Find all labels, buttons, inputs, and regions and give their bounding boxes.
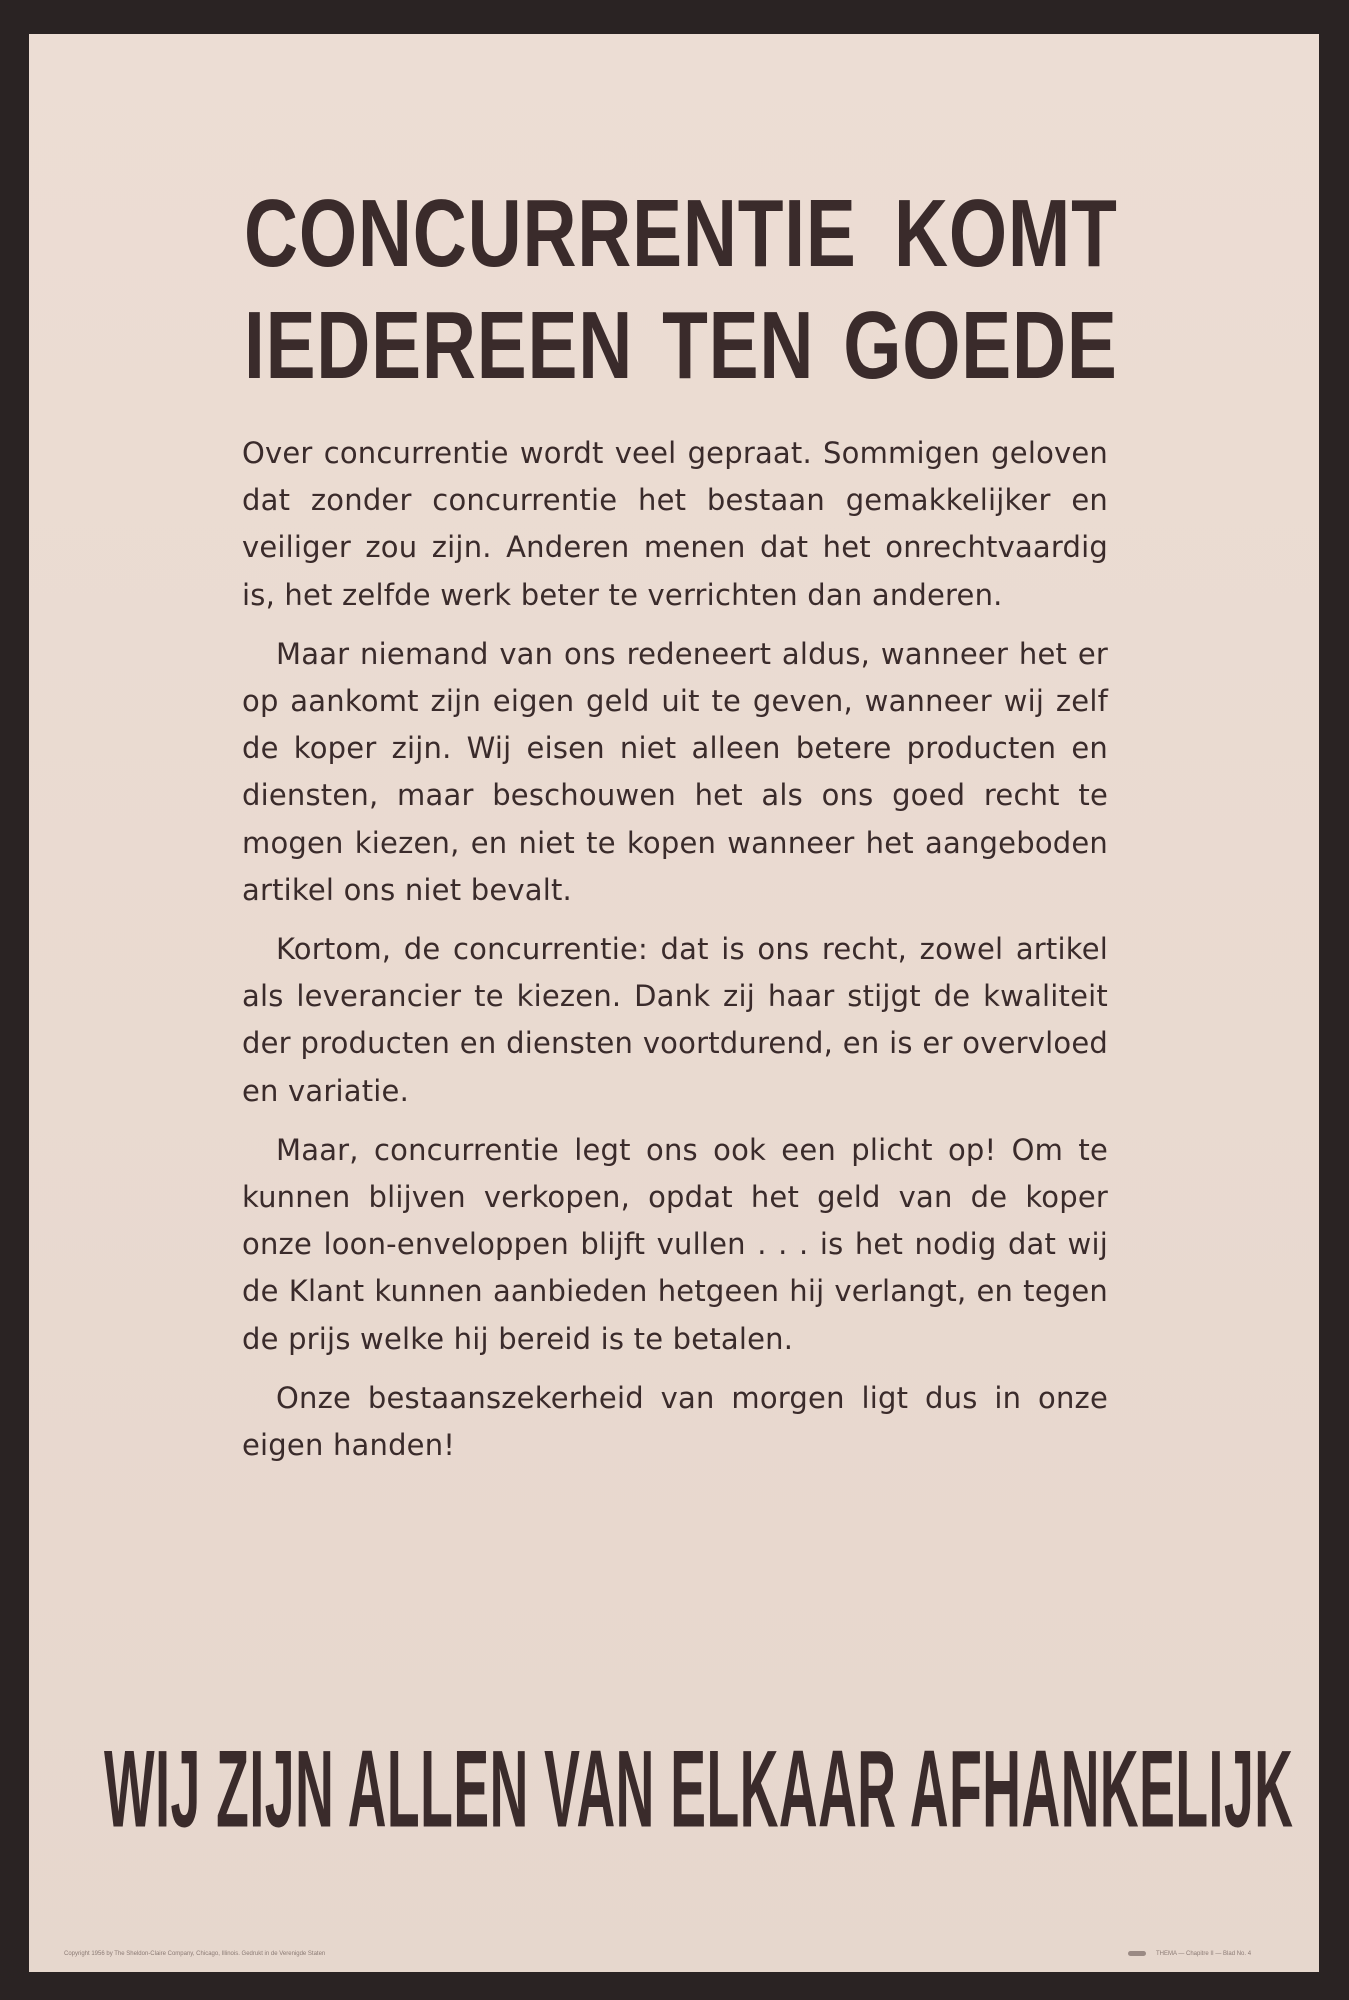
series-label: THEMA — Chapitre II — Blad No. 4 (1156, 1951, 1252, 1958)
slogan: WIJ ZIJN ALLEN VAN ELKAAR AFHANKELIJK (104, 1728, 1294, 1851)
publisher-logo-icon (1128, 1951, 1146, 1956)
paragraph-4: Maar, concurrentie legt ons ook een plicht op! Om te kunnen blijven verkopen, opdat het geld van de koper onze loon-enveloppen blijft vullen . . . is het nodig dat wij de Klant kunnen aanbieden hetgeen hij verlangt, en tegen de prijs welke hij bereid is te betalen. (242, 1132, 1108, 1356)
poster-sheet (29, 34, 1319, 1972)
paragraph-5: Onze bestaanszekerheid van morgen ligt dus in onze eigen handen! (242, 1380, 1108, 1463)
paragraph-3: Kortom, de concurrentie: dat is ons recht, zowel artikel als leverancier te kiezen. Dank zij haar stijgt de kwaliteit der producten en diensten voortdurend, en is er overvloed en variatie. (242, 932, 1108, 1108)
title-line-1: CONCURRENTIE KOMT (244, 180, 1118, 287)
copyright-notice: Copyright 1956 by The Sheldon-Claire Company, Chicago, Illinois. Gedrukt in de Verenigde Staten (64, 1951, 326, 1957)
paragraph-2: Maar niemand van ons redeneert aldus, wanneer het er op aankomt zijn eigen geld uit te geven, wanneer wij zelf de koper zijn. Wij eisen niet alleen betere producten en diensten, maar beschouwen het als ons goed recht te mogen kiezen, en niet te kopen wanneer het aangeboden artikel ons niet bevalt. (242, 636, 1108, 907)
series-label-group (1128, 1951, 1251, 1957)
title-line-2: IEDEREEN TEN GOEDE (244, 292, 1118, 399)
paragraph-1: Over concurrentie wordt veel gepraat. Sommigen geloven dat zonder concurrentie het bestaan gemakkelijker en veiliger zou zijn. Anderen menen dat het onrechtvaardig is, het zelfde werk beter te verrichten dan anderen. (242, 436, 1108, 612)
body-text (242, 430, 1108, 1481)
poster-title (244, 178, 1118, 402)
